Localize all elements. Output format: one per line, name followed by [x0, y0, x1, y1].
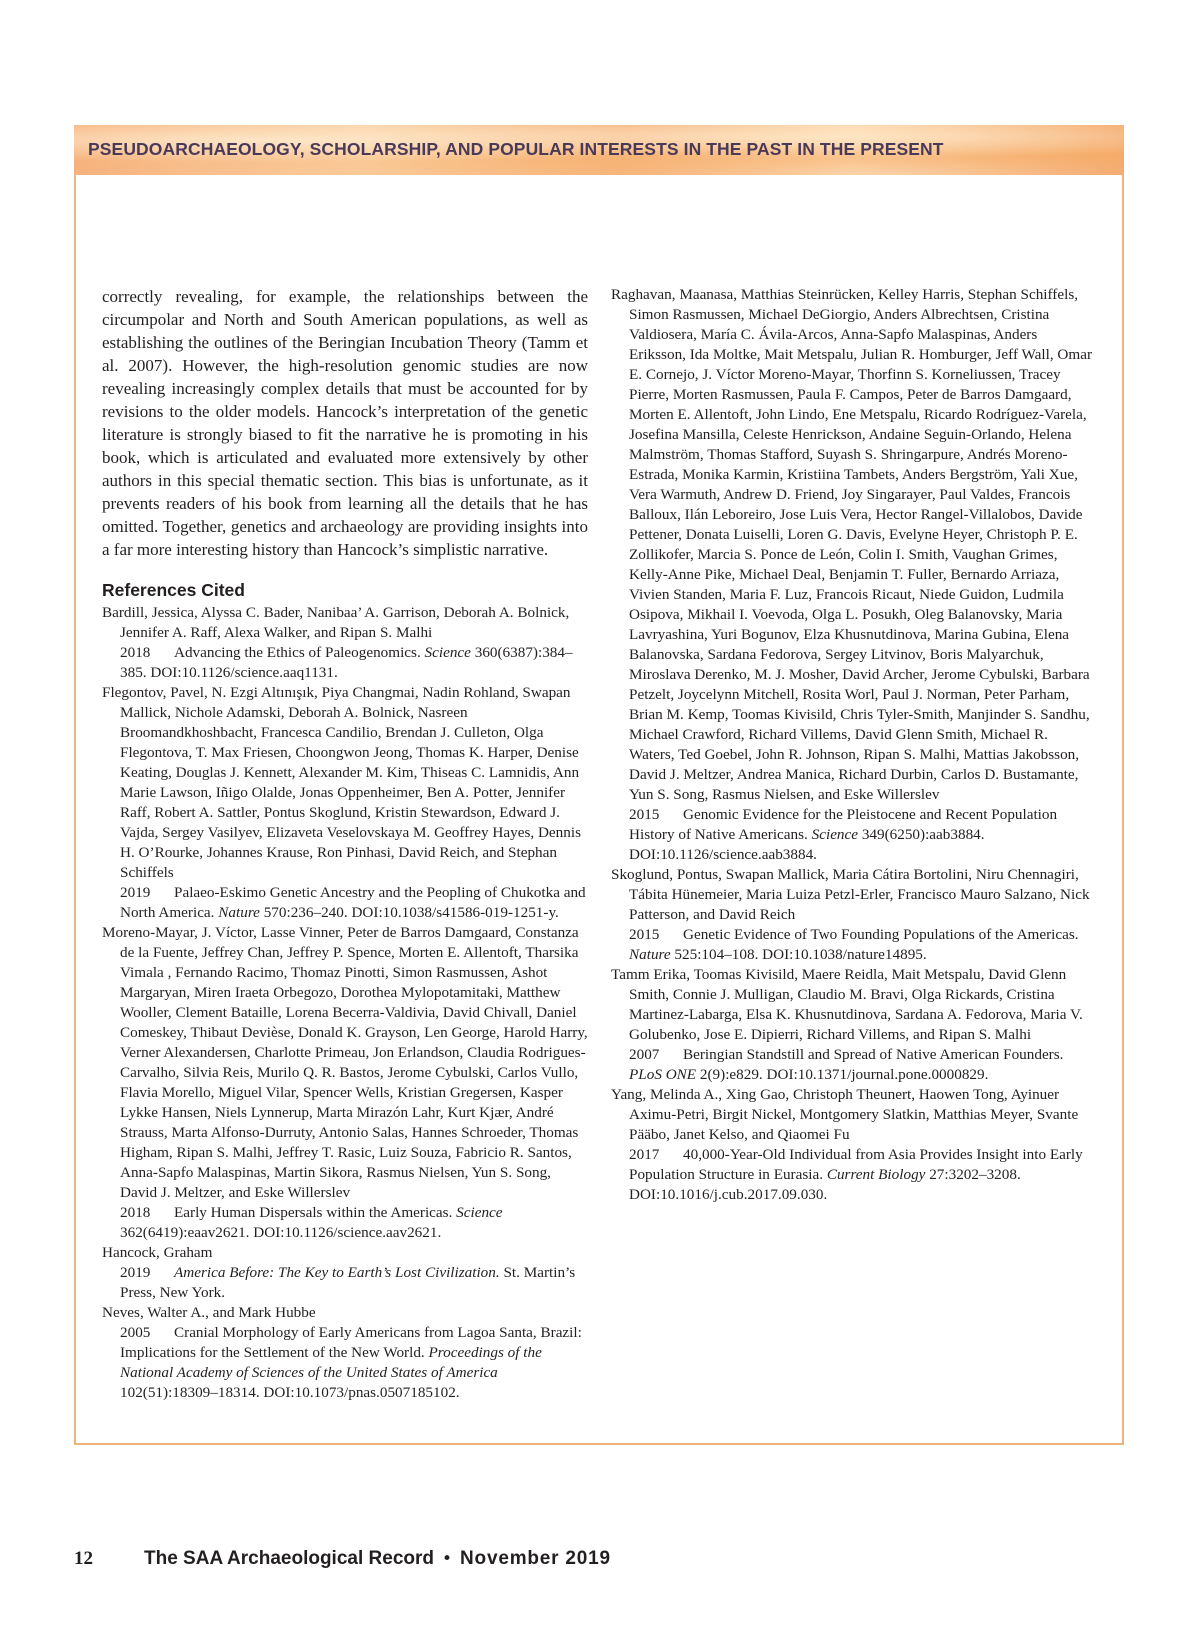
reference-title: Cranial Morphology of Early Americans from Lagoa Santa, Brazil: Implications for the Settlement of the New World.	[120, 1324, 582, 1361]
reference-citation	[102, 1323, 588, 1403]
reference-journal: Proceedings of the National Academy of Sciences of the United States of America	[120, 1344, 542, 1381]
reference-details: 362(6419):eaav2621. DOI:10.1126/science.aav2621.	[120, 1224, 442, 1241]
reference-title: Beringian Standstill and Spread of Native American Founders.	[683, 1046, 1064, 1063]
reference-details: St. Martin’s Press, New York.	[120, 1264, 576, 1301]
footer-bullet: •	[442, 1549, 453, 1569]
reference-authors: Bardill, Jessica, Alyssa C. Bader, Nanibaa’ A. Garrison, Deborah A. Bolnick, Jennifer A. Raff, Alexa Walker, and Ripan S. Malhi	[102, 604, 570, 641]
reference-details: 27:3202–3208. DOI:10.1016/j.cub.2017.09.030.	[629, 1166, 1021, 1203]
reference-year: 2018	[120, 644, 151, 661]
reference-authors: Flegontov, Pavel, N. Ezgi Altınışık, Piya Changmai, Nadin Rohland, Swapan Mallick, Nichole Adamski, Deborah A. Bolnick, Nasreen Broomandkhoshbacht, Francesca Candilio, Brendan J. Culleton, Olga Flegontova, T. Max Friesen, Choongwon Jeong, Thomas K. Harper, Denise Keating, Douglas J. Kennett, Alexander M. Kim, Thiseas C. Lamnidis, Ann Marie Lawson, Iñigo Olalde, Jonas Oppenheimer, Ben A. Potter, Jennifer Raff, Robert A. Sattler, Pontus Skoglund, Kristin Stewardson, Edward J. Vajda, Sergey Vasilyev, Elizaveta Veselovskaya M. Geoffrey Hayes, Dennis H. O’Rourke, Johannes Krause, Ron Pinhasi, David Reich, and Stephan Schiffels	[102, 684, 581, 881]
reference-details: 360(6387):384–385. DOI:10.1126/science.aaq1131.	[120, 644, 573, 681]
reference-authors: Skoglund, Pontus, Swapan Mallick, Maria Cátira Bortolini, Niru Chennagiri, Tábita Hünemeier, Maria Luiza Petzl-Erler, Francisco Mauro Salzano, Nick Patterson, and David Reich	[611, 866, 1090, 923]
journal-name: The SAA Archaeological Record	[144, 1548, 434, 1569]
reference-journal: Nature	[629, 946, 671, 963]
reference-entry	[102, 1303, 588, 1403]
reference-authors: Neves, Walter A., and Mark Hubbe	[102, 1304, 316, 1321]
reference-journal: Nature	[218, 904, 260, 921]
reference-authors: Yang, Melinda A., Xing Gao, Christoph Theunert, Haowen Tong, Ayinuer Aximu-Petri, Birgit Nickel, Montgomery Slatkin, Matthias Meyer, Svante Pääbo, Janet Kelso, and Qiaomei Fu	[611, 1086, 1079, 1143]
page-footer	[74, 1548, 611, 1570]
reference-journal: Science	[811, 826, 859, 843]
reference-journal: PLoS ONE	[629, 1066, 697, 1083]
reference-entry	[102, 603, 588, 683]
reference-year: 2017	[629, 1146, 660, 1163]
reference-details: 570:236–240. DOI:10.1038/s41586-019-1251-y.	[263, 904, 559, 921]
reference-entry	[611, 865, 1097, 965]
reference-authors: Tamm Erika, Toomas Kivisild, Maere Reidla, Mait Metspalu, David Glenn Smith, Connie J. Mulligan, Claudio M. Bravi, Olga Rickards, Cristina Martinez-Labarga, Elsa K. Khusnutdinova, Sardana A. Fedorova, Maria V. Golubenko, Jose E. Dipierri, Richard Villems, and Ripan S. Malhi	[611, 966, 1083, 1043]
article-content	[102, 285, 1097, 1432]
reference-title: 40,000-Year-Old Individual from Asia Provides Insight into Early Population Structure in Eurasia.	[629, 1146, 1083, 1183]
reference-citation	[102, 1203, 588, 1243]
reference-title: Genomic Evidence for the Pleistocene and Recent Population History of Native Americans.	[629, 806, 1058, 843]
reference-journal: Current Biology	[826, 1166, 926, 1183]
reference-details: 525:104–108. DOI:10.1038/nature14895.	[674, 946, 927, 963]
reference-authors: Hancock, Graham	[102, 1244, 213, 1261]
reference-citation	[102, 1263, 588, 1303]
reference-citation	[611, 805, 1097, 865]
reference-authors: Raghavan, Maanasa, Matthias Steinrücken, Kelley Harris, Stephan Schiffels, Simon Rasmussen, Michael DeGiorgio, Anders Albrechtsen, Cristina Valdiosera, María C. Ávila-Arcos, Anna-Sapfo Malaspinas, Anders Eriksson, Ida Moltke, Mait Metspalu, Julian R. Homburger, Jeff Wall, Omar E. Cornejo, J. Víctor Moreno-Mayar, Thorfinn S. Korneliussen, Tracey Pierre, Morten Rasmussen, Paula F. Campos, Peter de Barros Damgaard, Morten E. Allentoft, John Lindo, Ene Metspalu, Ricardo Rodríguez-Varela, Josefina Mansilla, Celeste Henrickson, Andaine Seguin-Orlando, Helena Malmström, Thomas Stafford, Suyash S. Shringarpure, Andrés Moreno-Estrada, Monika Karmin, Kristiina Tambets, Anders Bergström, Yali Xue, Vera Warmuth, Andrew D. Friend, Joy Singarayer, Paul Valdes, Francois Balloux, Ilán Leboreiro, Jose Luis Vera, Hector Rangel-Villalobos, Davide Pettener, Donata Luiselli, Loren G. Davis, Evelyne Heyer, Christoph P. E. Zollikofer, Marcia S. Ponce de León, Colin I. Smith, Vaughan Grimes, Kelly-Anne Pike, Michael Deal, Benjamin T. Fuller, Bernardo Arriaza, Vivien Standen, Maria F. Luz, Francois Ricaut, Niede Guidon, Ludmila Osipova, Mikhail I. Voevoda, Olga L. Posukh, Oleg Balanovsky, Maria Lavryashina, Yuri Bogunov, Elza Khusnutdinova, Marina Gubina, Elena Balanovska, Sardana Fedorova, Sergey Litvinov, Boris Malyarchuk, Miroslava Derenko, M. J. Mosher, David Archer, Jerome Cybulski, Barbara Petzelt, Joycelynn Mitchell, Rosita Worl, Paul J. Norman, Peter Parham, Brian M. Kemp, Toomas Kivisild, Chris Tyler-Smith, Manjinder S. Sandhu, Michael Crawford, Richard Villems, David Glenn Smith, Michael R. Waters, Ted Goebel, John R. Johnson, Ripan S. Malhi, Mattias Jakobsson, David J. Meltzer, Andrea Manica, Richard Durbin, Carlos D. Bustamante, Yun S. Song, Rasmus Nielsen, and Eske Willerslev	[611, 286, 1093, 803]
reference-title: Genetic Evidence of Two Founding Populations of the Americas.	[683, 926, 1079, 943]
references-heading: References Cited	[102, 580, 245, 600]
reference-details: 2(9):e829. DOI:10.1371/journal.pone.0000829.	[699, 1066, 989, 1083]
reference-title: Early Human Dispersals within the Americas.	[174, 1204, 453, 1221]
section-banner	[74, 125, 1124, 175]
reference-journal: Science	[456, 1204, 503, 1221]
reference-year: 2019	[120, 1264, 151, 1281]
reference-entry	[102, 1243, 588, 1303]
reference-citation	[611, 925, 1097, 965]
reference-year: 2019	[120, 884, 151, 901]
body-paragraph: correctly revealing, for example, the relationships between the circumpolar and North and South American populations, as well as establishing the outlines of the Beringian Incubation Theory (Tamm et al. 2007). However, the high-resolution genomic studies are now revealing increasingly complex details that must be accounted for by revisions to the older models. Hancock’s interpretation of the genetic literature is strongly biased to fit the narrative he is promoting in his book, which is articulated and evaluated more extensively by other authors in this special thematic section. This bias is unfortunate, as it prevents readers of his book from learning all the details that he has omitted. Together, genetics and archaeology are providing insights into a far more interesting history than Hancock’s simplistic narrative.	[102, 287, 588, 559]
reference-details: 349(6250):aab3884. DOI:10.1126/science.aab3884.	[629, 826, 985, 863]
reference-entry	[102, 683, 588, 923]
section-title: PSEUDOARCHAEOLOGY, SCHOLARSHIP, AND POPULAR INTERESTS IN THE PAST IN THE PRESENT	[88, 139, 944, 159]
reference-authors: Moreno-Mayar, J. Víctor, Lasse Vinner, Peter de Barros Damgaard, Constanza de la Fuente, Jeffrey Chan, Jeffrey P. Spence, Morten E. Allentoft, Tharsika Vimala , Fernando Racimo, Thomaz Pinotti, Simon Rasmussen, Ashot Margaryan, Miren Iraeta Orbegozo, Dorothea Mylopotamitaki, Matthew Wooller, Clement Bataille, Lorena Becerra-Valdivia, David Chivall, Daniel Comeskey, Thibaut Devièse, Donald K. Grayson, Len George, Harold Harry, Verner Alexandersen, Charlotte Primeau, Jon Erlandson, Claudia Rodrigues-Carvalho, Silvia Reis, Murilo Q. R. Bastos, Jerome Cybulski, Carlos Vullo, Flavia Morello, Miguel Vilar, Spencer Wells, Kristian Gregersen, Kasper Lykke Hansen, Niels Lynnerup, Marta Mirazón Lahr, Kurt Kjær, André Strauss, Marta Alfonso-Durruty, Antonio Salas, Hannes Schroeder, Thomas Higham, Ripan S. Malhi, Jeffrey T. Rasic, Luiz Souza, Fabricio R. Santos, Anna-Sapfo Malaspinas, Martin Sikora, Rasmus Nielsen, Yun S. Song, David J. Meltzer, and Eske Willerslev	[102, 924, 588, 1201]
reference-year: 2007	[629, 1046, 660, 1063]
reference-entry	[611, 965, 1097, 1085]
reference-journal: America Before: The Key to Earth’s Lost Civilization.	[174, 1264, 500, 1281]
reference-entry	[611, 1085, 1097, 1205]
page-number: 12	[74, 1548, 93, 1569]
reference-year: 2015	[629, 806, 660, 823]
issue-date: November 2019	[460, 1548, 611, 1569]
reference-title: Advancing the Ethics of Paleogenomics.	[174, 644, 421, 661]
reference-citation	[102, 883, 588, 923]
reference-journal: Science	[424, 644, 471, 661]
reference-year: 2018	[120, 1204, 151, 1221]
reference-entry	[102, 923, 588, 1243]
reference-entry	[611, 285, 1097, 865]
reference-title: Palaeo-Eskimo Genetic Ancestry and the Peopling of Chukotka and North America.	[120, 884, 586, 921]
reference-details: 102(51):18309–18314. DOI:10.1073/pnas.0507185102.	[120, 1384, 460, 1401]
reference-year: 2015	[629, 926, 660, 943]
reference-citation	[611, 1045, 1097, 1085]
reference-citation	[611, 1145, 1097, 1205]
reference-citation	[102, 643, 588, 683]
reference-year: 2005	[120, 1324, 151, 1341]
